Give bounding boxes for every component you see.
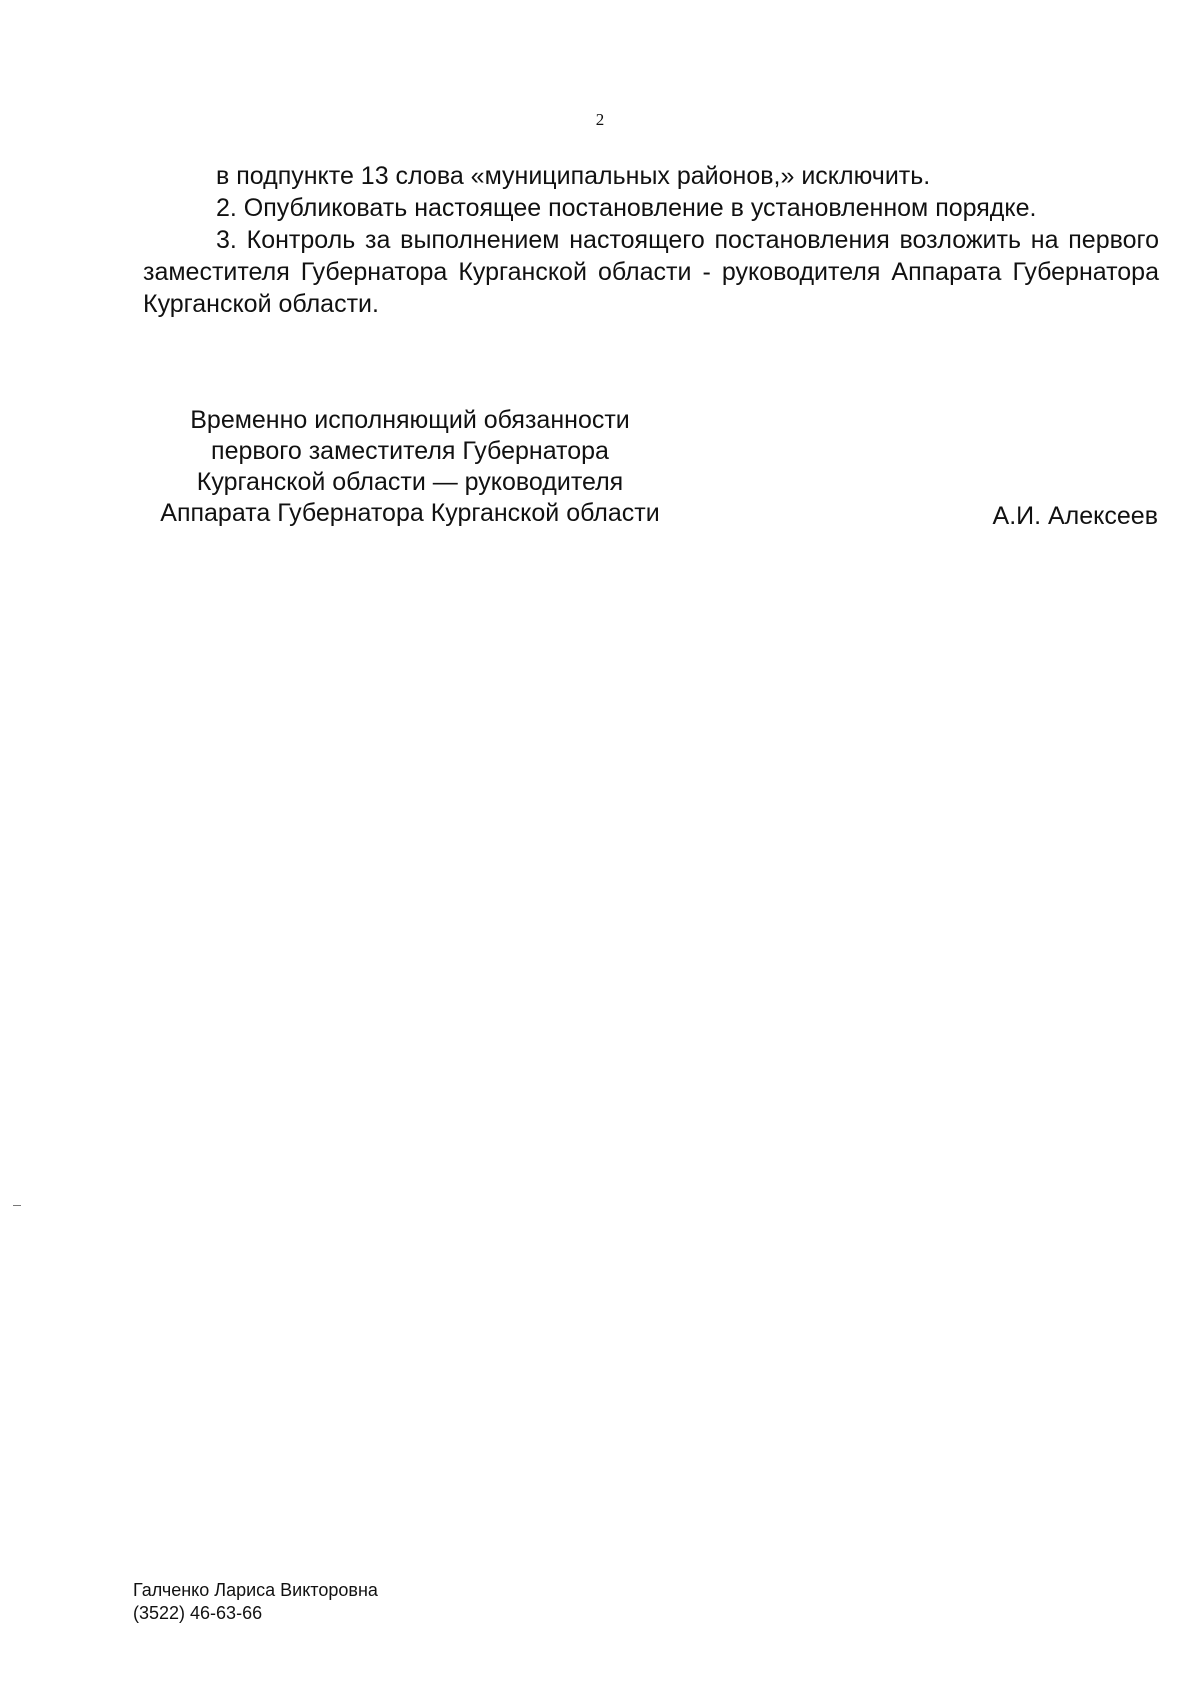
executor-name: Галченко Лариса Викторовна <box>133 1580 378 1600</box>
signer-name: А.И. Алексеев <box>992 502 1158 530</box>
signature-position <box>130 405 690 529</box>
scan-artifact-mark <box>13 1205 21 1206</box>
page-number: 2 <box>595 110 605 129</box>
signature-position-line: Аппарата Губернатора Курганской области <box>160 499 660 527</box>
paragraph-publish: 2. Опубликовать настоящее постановление в установленном порядке. <box>216 194 1037 222</box>
signature-position-line: первого заместителя Губернатора <box>211 437 609 465</box>
signature-position-line: Временно исполняющий обязанности <box>190 406 630 434</box>
signature-position-line: Курганской области — руководителя <box>196 468 624 496</box>
executor-phone: (3522) 46-63-66 <box>133 1603 263 1623</box>
paragraph-control: 3. Контроль за выполнением настоящего постановления возложить на первого заместителя Губернатора Курганской области - руководителя Аппарата Губернатора Курганской области. <box>143 226 1159 318</box>
executor-info <box>133 1579 378 1625</box>
paragraph-continuation: в подпункте 13 слова «муниципальных районов,» исключить. <box>216 162 931 190</box>
document-body <box>143 160 1159 320</box>
